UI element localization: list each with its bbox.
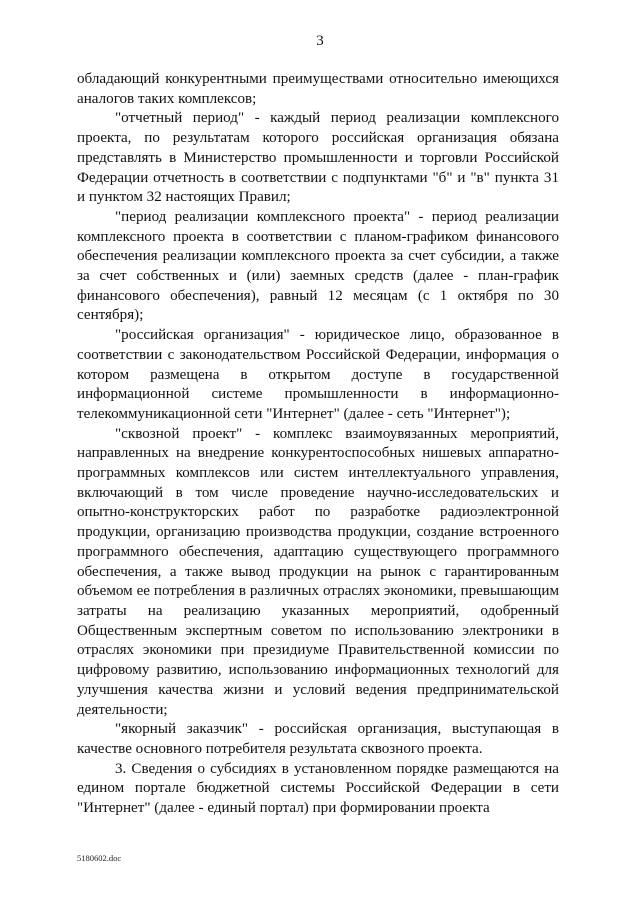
definition-end-to-end-project: "сквозной проект" - комплекс взаимоувязанных мероприятий, направленных на внедрение конкурентоспособных нишевых аппаратно-программных комплексов или систем интеллектуального управления, включающий в том числе проведение научно-исследовательских и опытно-конструкторских работ по разработке радиоэлектронной продукции, организацию производства продукции, создание встроенного программного обеспечения, адаптацию существующего программного обеспечения, а также вывод продукции на рынок с гарантированным объемом ее потребления в различных отраслях экономики, превышающим затраты на реализацию указанных мероприятий, одобренный Общественным экспертным советом по использованию электроники в отраслях экономики при президиуме Правительственной комиссии по цифровому развитию, использованию информационных технологий для улучшения качества жизни и условий ведения предпринимательской деятельности;: [77, 425, 559, 718]
definition-reporting-period: "отчетный период" - каждый период реализации комплексного проекта, по результатам которого российская организация обязана представлять в Министерство промышленности и торговли Российской Федерации отчетность в соответствии с подпунктами "б" и "в" пункта 31 и пунктом 32 настоящих Правил;: [77, 110, 559, 206]
document-body: [77, 70, 559, 819]
clause-3: 3. Сведения о субсидиях в установленном порядке размещаются на едином портале бюджетной системы Российской Федерации в сети "Интернет" (далее - единый портал) при формировании проекта: [77, 760, 559, 817]
definition-russian-organization: "российская организация" - юридическое лицо, образованное в соответствии с законодательством Российской Федерации, информация о котором размещена в открытом доступе в государственной информационной системе промышленности в информационно-телекоммуникационной сети "Интернет" (далее - сеть "Интернет");: [77, 327, 559, 422]
page-number: 3: [316, 33, 324, 49]
paragraph-continuation: обладающий конкурентными преимуществами относительно имеющихся аналогов таких комплексов;: [77, 71, 559, 107]
definition-project-period: "период реализации комплексного проекта" - период реализации комплексного проекта в соответствии с планом-графиком финансового обеспечения реализации комплексного проекта за счет субсидии, а также за счет собственных и (или) заемных средств (далее - план-график финансового обеспечения), равный 12 месяцам (с 1 октября по 30 сентября);: [77, 208, 559, 324]
definition-anchor-customer: "якорный заказчик" - российская организация, выступающая в качестве основного потребителя результата сквозного проекта.: [77, 721, 559, 757]
file-name-footer: 5180602.doc: [77, 853, 122, 863]
